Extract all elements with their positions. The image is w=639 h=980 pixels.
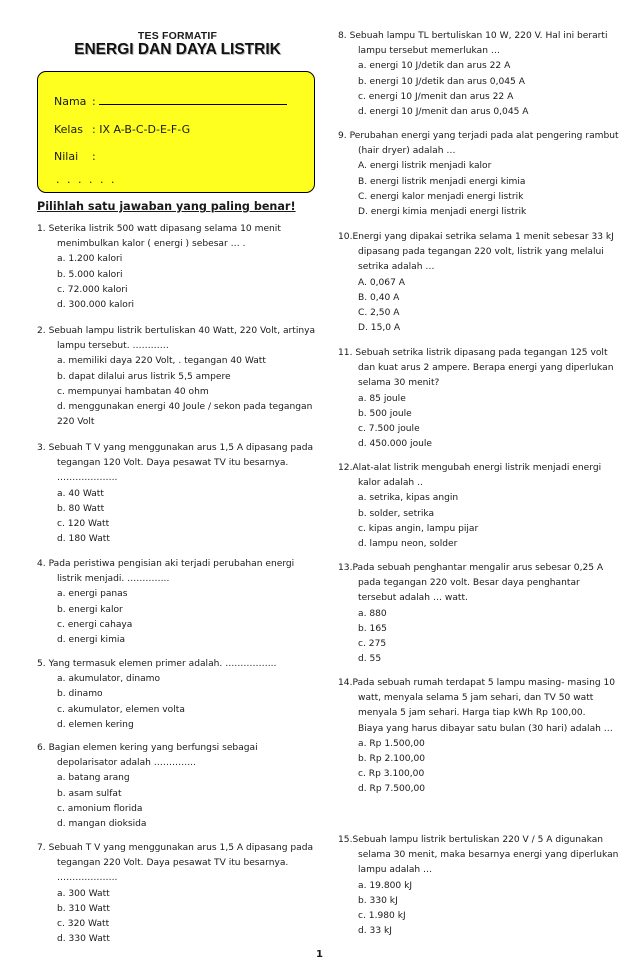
question-2 [37, 324, 317, 430]
option-d[interactable]: d. 33 kJ [358, 926, 392, 937]
option-a[interactable]: a. setrika, kipas angin [358, 493, 459, 504]
option-b[interactable]: b. dapat dilalui arus listrik 5,5 ampere [57, 371, 231, 382]
idbox-dots: . . . . . . [56, 173, 117, 186]
question-extra-text: Biaya yang harus dibayar satu bulan (30 hari) adalah … [358, 723, 613, 734]
option-b[interactable]: b. dinamo [57, 689, 103, 700]
option-a[interactable]: a. batang arang [57, 773, 130, 784]
option-c[interactable]: c. 320 Watt [57, 919, 110, 930]
question-12 [338, 461, 620, 552]
question-stem: 3. Sebuah T V yang menggunakan arus 1,5 A dipasang pada tegangan 120 Volt. Daya pesawat TV itu besarnya. ……………….. [37, 443, 314, 484]
option-d[interactable]: d. 55 [358, 654, 382, 665]
option-c[interactable]: C. 2,50 A [358, 308, 400, 319]
option-d[interactable]: d. elemen kering [57, 719, 134, 730]
option-a[interactable]: a. energi panas [57, 589, 128, 600]
question-9 [338, 129, 620, 220]
option-a[interactable]: A. energi listrik menjadi kalor [358, 161, 492, 172]
nilai-colon: : [92, 150, 96, 163]
option-d[interactable]: d. mangan dioksida [57, 819, 147, 830]
page-title: ENERGI DAN DAYA LISTRIK [74, 41, 281, 58]
question-15 [338, 833, 620, 939]
question-8 [338, 29, 620, 120]
option-b[interactable]: B. 0,40 A [358, 292, 400, 303]
option-d[interactable]: d. 300.000 kalori [57, 300, 135, 311]
page-number: 1 [316, 949, 323, 960]
question-stem: 1. Seterika listrik 500 watt dipasang selama 10 menit menimbulkan kalor ( energi ) sebesar … . [37, 224, 281, 250]
option-b[interactable]: B. energi listrik menjadi energi kimia [358, 176, 526, 187]
question-5 [37, 657, 317, 733]
option-a[interactable]: a. 85 joule [358, 393, 406, 404]
question-4 [37, 557, 317, 648]
question-stem: 12.Alat-alat listrik mengubah energi listrik menjadi energi kalor adalah .. [338, 463, 602, 489]
nama-row [54, 94, 287, 108]
option-b[interactable]: b. 500 joule [358, 408, 412, 419]
option-c[interactable]: c. 7.500 joule [358, 424, 420, 435]
question-stem: 15.Sebuah lampu listrik bertuliskan 220 V / 5 A digunakan selama 30 menit, maka besarnya energi yang diperlukan lampu adalah … [338, 835, 619, 876]
question-stem: 11. Sebuah setrika listrik dipasang pada tegangan 125 volt dan kuat arus 2 ampere. Berapa energi yang diperlukan selama 30 menit? [338, 348, 614, 389]
option-c[interactable]: c. Rp 3.100,00 [358, 769, 425, 780]
question-3 [37, 441, 317, 547]
nama-colon: : [92, 95, 96, 108]
option-a[interactable]: a. 1.200 kalori [57, 254, 123, 265]
question-7 [37, 841, 317, 947]
option-b[interactable]: b. solder, setrika [358, 508, 435, 519]
option-c[interactable]: c. energi 10 J/menit dan arus 22 A [358, 91, 514, 102]
option-d[interactable]: d. lampu neon, solder [358, 539, 458, 550]
option-d[interactable]: d. menggunakan energi 40 Joule / sekon pada tegangan 220 Volt [57, 402, 313, 428]
question-stem: 5. Yang termasuk elemen primer adalah. …………….. [37, 659, 277, 669]
option-a[interactable]: a. memiliki daya 220 Volt, . tegangan 40 Watt [57, 356, 266, 367]
question-13 [338, 561, 620, 667]
option-d[interactable]: d. 330 Watt [57, 934, 110, 945]
option-a[interactable]: A. 0,067 A [358, 277, 405, 288]
question-stem: 13.Pada sebuah penghantar mengalir arus sebesar 0,25 A pada tegangan 220 volt. Besar daya penghantar tersebut adalah … watt. [338, 563, 604, 604]
option-c[interactable]: c. mempunyai hambatan 40 ohm [57, 386, 209, 397]
option-c[interactable]: c. kipas angin, lampu pijar [358, 523, 479, 534]
option-b[interactable]: b. 330 kJ [358, 895, 398, 906]
option-c[interactable]: c. 275 [358, 639, 387, 650]
option-c[interactable]: c. energi cahaya [57, 619, 133, 630]
option-a[interactable]: a. akumulator, dinamo [57, 674, 161, 685]
question-stem: 4. Pada peristiwa pengisian aki terjadi perubahan energi listrik menjadi. ………….. [37, 559, 295, 585]
student-id-box [37, 71, 315, 193]
question-stem: 7. Sebuah T V yang menggunakan arus 1,5 A dipasang pada tegangan 220 Volt. Daya pesawat TV itu besarnya. ……………….. [37, 843, 314, 884]
question-1 [37, 222, 317, 313]
kelas-row [54, 123, 190, 136]
option-c[interactable]: C. energi kalor menjadi energi listrik [358, 191, 524, 202]
option-b[interactable]: b. energi 10 J/detik dan arus 0,045 A [358, 76, 525, 87]
kelas-label: Kelas [54, 123, 83, 136]
nama-blank-line[interactable] [99, 94, 287, 105]
question-10 [338, 230, 620, 336]
option-d[interactable]: D. energi kimia menjadi energi listrik [358, 207, 527, 218]
header-subtitle: TES FORMATIF [137, 30, 218, 42]
question-6 [37, 741, 317, 832]
question-14 [338, 676, 620, 798]
option-a[interactable]: a. 19.800 kJ [358, 880, 413, 891]
option-c[interactable]: c. 72.000 kalori [57, 284, 128, 295]
instruction-text: Pilihlah satu jawaban yang paling benar! [37, 200, 296, 213]
question-stem: 8. Sebuah lampu TL bertuliskan 10 W, 220 V. Hal ini berarti lampu tersebut memerlukan … [338, 31, 608, 57]
option-b[interactable]: b. 165 [358, 623, 387, 634]
option-b[interactable]: b. 5.000 kalori [57, 269, 123, 280]
option-a[interactable]: a. 880 [358, 608, 387, 619]
option-d[interactable]: d. Rp 7.500,00 [358, 784, 426, 795]
option-c[interactable]: c. 1.980 kJ [358, 911, 406, 922]
option-d[interactable]: d. energi 10 J/menit dan arus 0,045 A [358, 107, 529, 118]
nilai-label: Nilai [54, 150, 79, 163]
option-c[interactable]: c. akumulator, elemen volta [57, 704, 185, 715]
option-b[interactable]: b. 80 Watt [57, 503, 105, 514]
option-c[interactable]: c. 120 Watt [57, 519, 110, 530]
question-stem: 6. Bagian elemen kering yang berfungsi sebagai depolarisator adalah ………….. [37, 743, 258, 769]
option-d[interactable]: d. 180 Watt [57, 534, 110, 545]
nilai-row [54, 150, 96, 163]
option-b[interactable]: b. Rp 2.100,00 [358, 754, 426, 765]
option-a[interactable]: a. Rp 1.500,00 [358, 738, 425, 749]
option-a[interactable]: a. 40 Watt [57, 488, 104, 499]
option-a[interactable]: a. energi 10 J/detik dan arus 22 A [358, 61, 511, 72]
option-d[interactable]: d. energi kimia [57, 635, 126, 646]
option-d[interactable]: d. 450.000 joule [358, 439, 433, 450]
question-stem: 14.Pada sebuah rumah terdapat 5 lampu masing- masing 10 watt, menyala selama 5 jam sehari, dan TV 50 watt menyala 5 jam sehari. Harga tiap kWh Rp 100,00. [338, 678, 616, 719]
option-b[interactable]: b. 310 Watt [57, 903, 110, 914]
nama-label: Nama [54, 95, 87, 108]
question-stem: 2. Sebuah lampu listrik bertuliskan 40 Watt, 220 Volt, artinya lampu tersebut. ………… [37, 326, 316, 352]
option-d[interactable]: D. 15,0 A [358, 323, 401, 334]
option-a[interactable]: a. 300 Watt [57, 888, 110, 899]
option-b[interactable]: b. energi kalor [57, 604, 123, 615]
question-stem: 10.Energi yang dipakai setrika selama 1 menit sebesar 33 kJ dipasang pada tegangan 220 volt, listrik yang melalui setrika adalah … [338, 232, 614, 273]
question-stem: 9. Perubahan energi yang terjadi pada alat pengering rambut (hair dryer) adalah … [338, 131, 619, 157]
question-11 [338, 346, 620, 452]
kelas-value: : IX A-B-C-D-E-F-G [92, 123, 191, 136]
option-c[interactable]: c. amonium florida [57, 803, 143, 814]
option-b[interactable]: b. asam sulfat [57, 788, 122, 799]
